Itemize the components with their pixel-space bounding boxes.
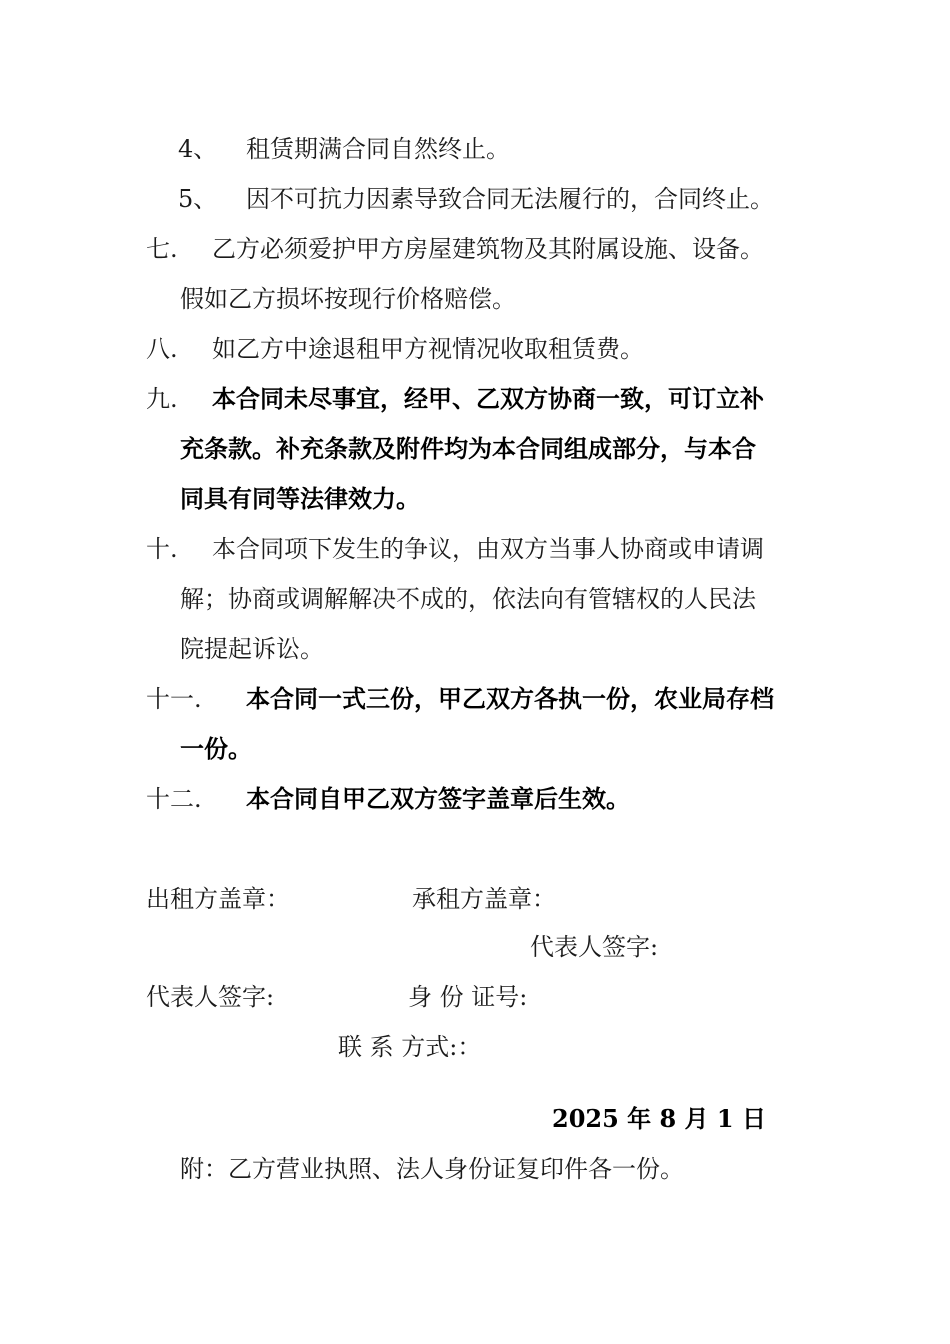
clause-text: 一份。: [180, 734, 252, 763]
id-number-label: 身 份 证号:: [408, 983, 528, 1011]
contact-label: 联 系 方式:：: [338, 1033, 482, 1061]
clause-text: 因不可抗力因素导致合同无法履行的，合同终止。: [246, 185, 774, 213]
clause-text: 本合同一式三份，甲乙双方各执一份，农业局存档: [246, 684, 774, 713]
attachment-note: 附：乙方营业执照、法人身份证复印件各一份。: [180, 1155, 684, 1183]
item-number: 七.: [146, 235, 178, 263]
item-number: 八.: [146, 335, 178, 363]
item-number: 九.: [146, 385, 178, 413]
clause-text: 本合同自甲乙双方签字盖章后生效。: [246, 784, 630, 813]
lessee-seal-label: 承租方盖章：: [412, 885, 556, 913]
contract-date: 2025 年 8 月 1 日: [552, 1104, 766, 1133]
clause-text: 乙方必须爱护甲方房屋建筑物及其附属设施、设备。: [212, 235, 764, 263]
clause-text: 本合同未尽事宜，经甲、乙双方协商一致，可订立补: [212, 384, 764, 413]
clause-text: 充条款。补充条款及附件均为本合同组成部分，与本合: [180, 434, 756, 463]
lessee-rep-signature-label: 代表人签字:: [530, 933, 659, 961]
item-number: 十二.: [146, 785, 202, 813]
item-number: 4、: [178, 135, 218, 163]
lessor-rep-signature-label: 代表人签字:: [146, 983, 275, 1011]
lessor-seal-label: 出租方盖章：: [146, 885, 290, 913]
clause-text: 如乙方中途退租甲方视情况收取租赁费。: [212, 335, 644, 363]
clause-text: 同具有同等法律效力。: [180, 484, 420, 513]
clause-text: 本合同项下发生的争议，由双方当事人协商或申请调: [212, 535, 764, 563]
item-number: 十一.: [146, 685, 202, 713]
item-number: 5、: [178, 185, 218, 213]
item-number: 十.: [146, 535, 178, 563]
clause-text: 租赁期满合同自然终止。: [246, 135, 510, 163]
clause-text: 解；协商或调解解决不成的，依法向有管辖权的人民法: [180, 585, 756, 613]
clause-text: 院提起诉讼。: [180, 635, 324, 663]
clause-text: 假如乙方损坏按现行价格赔偿。: [180, 285, 516, 313]
